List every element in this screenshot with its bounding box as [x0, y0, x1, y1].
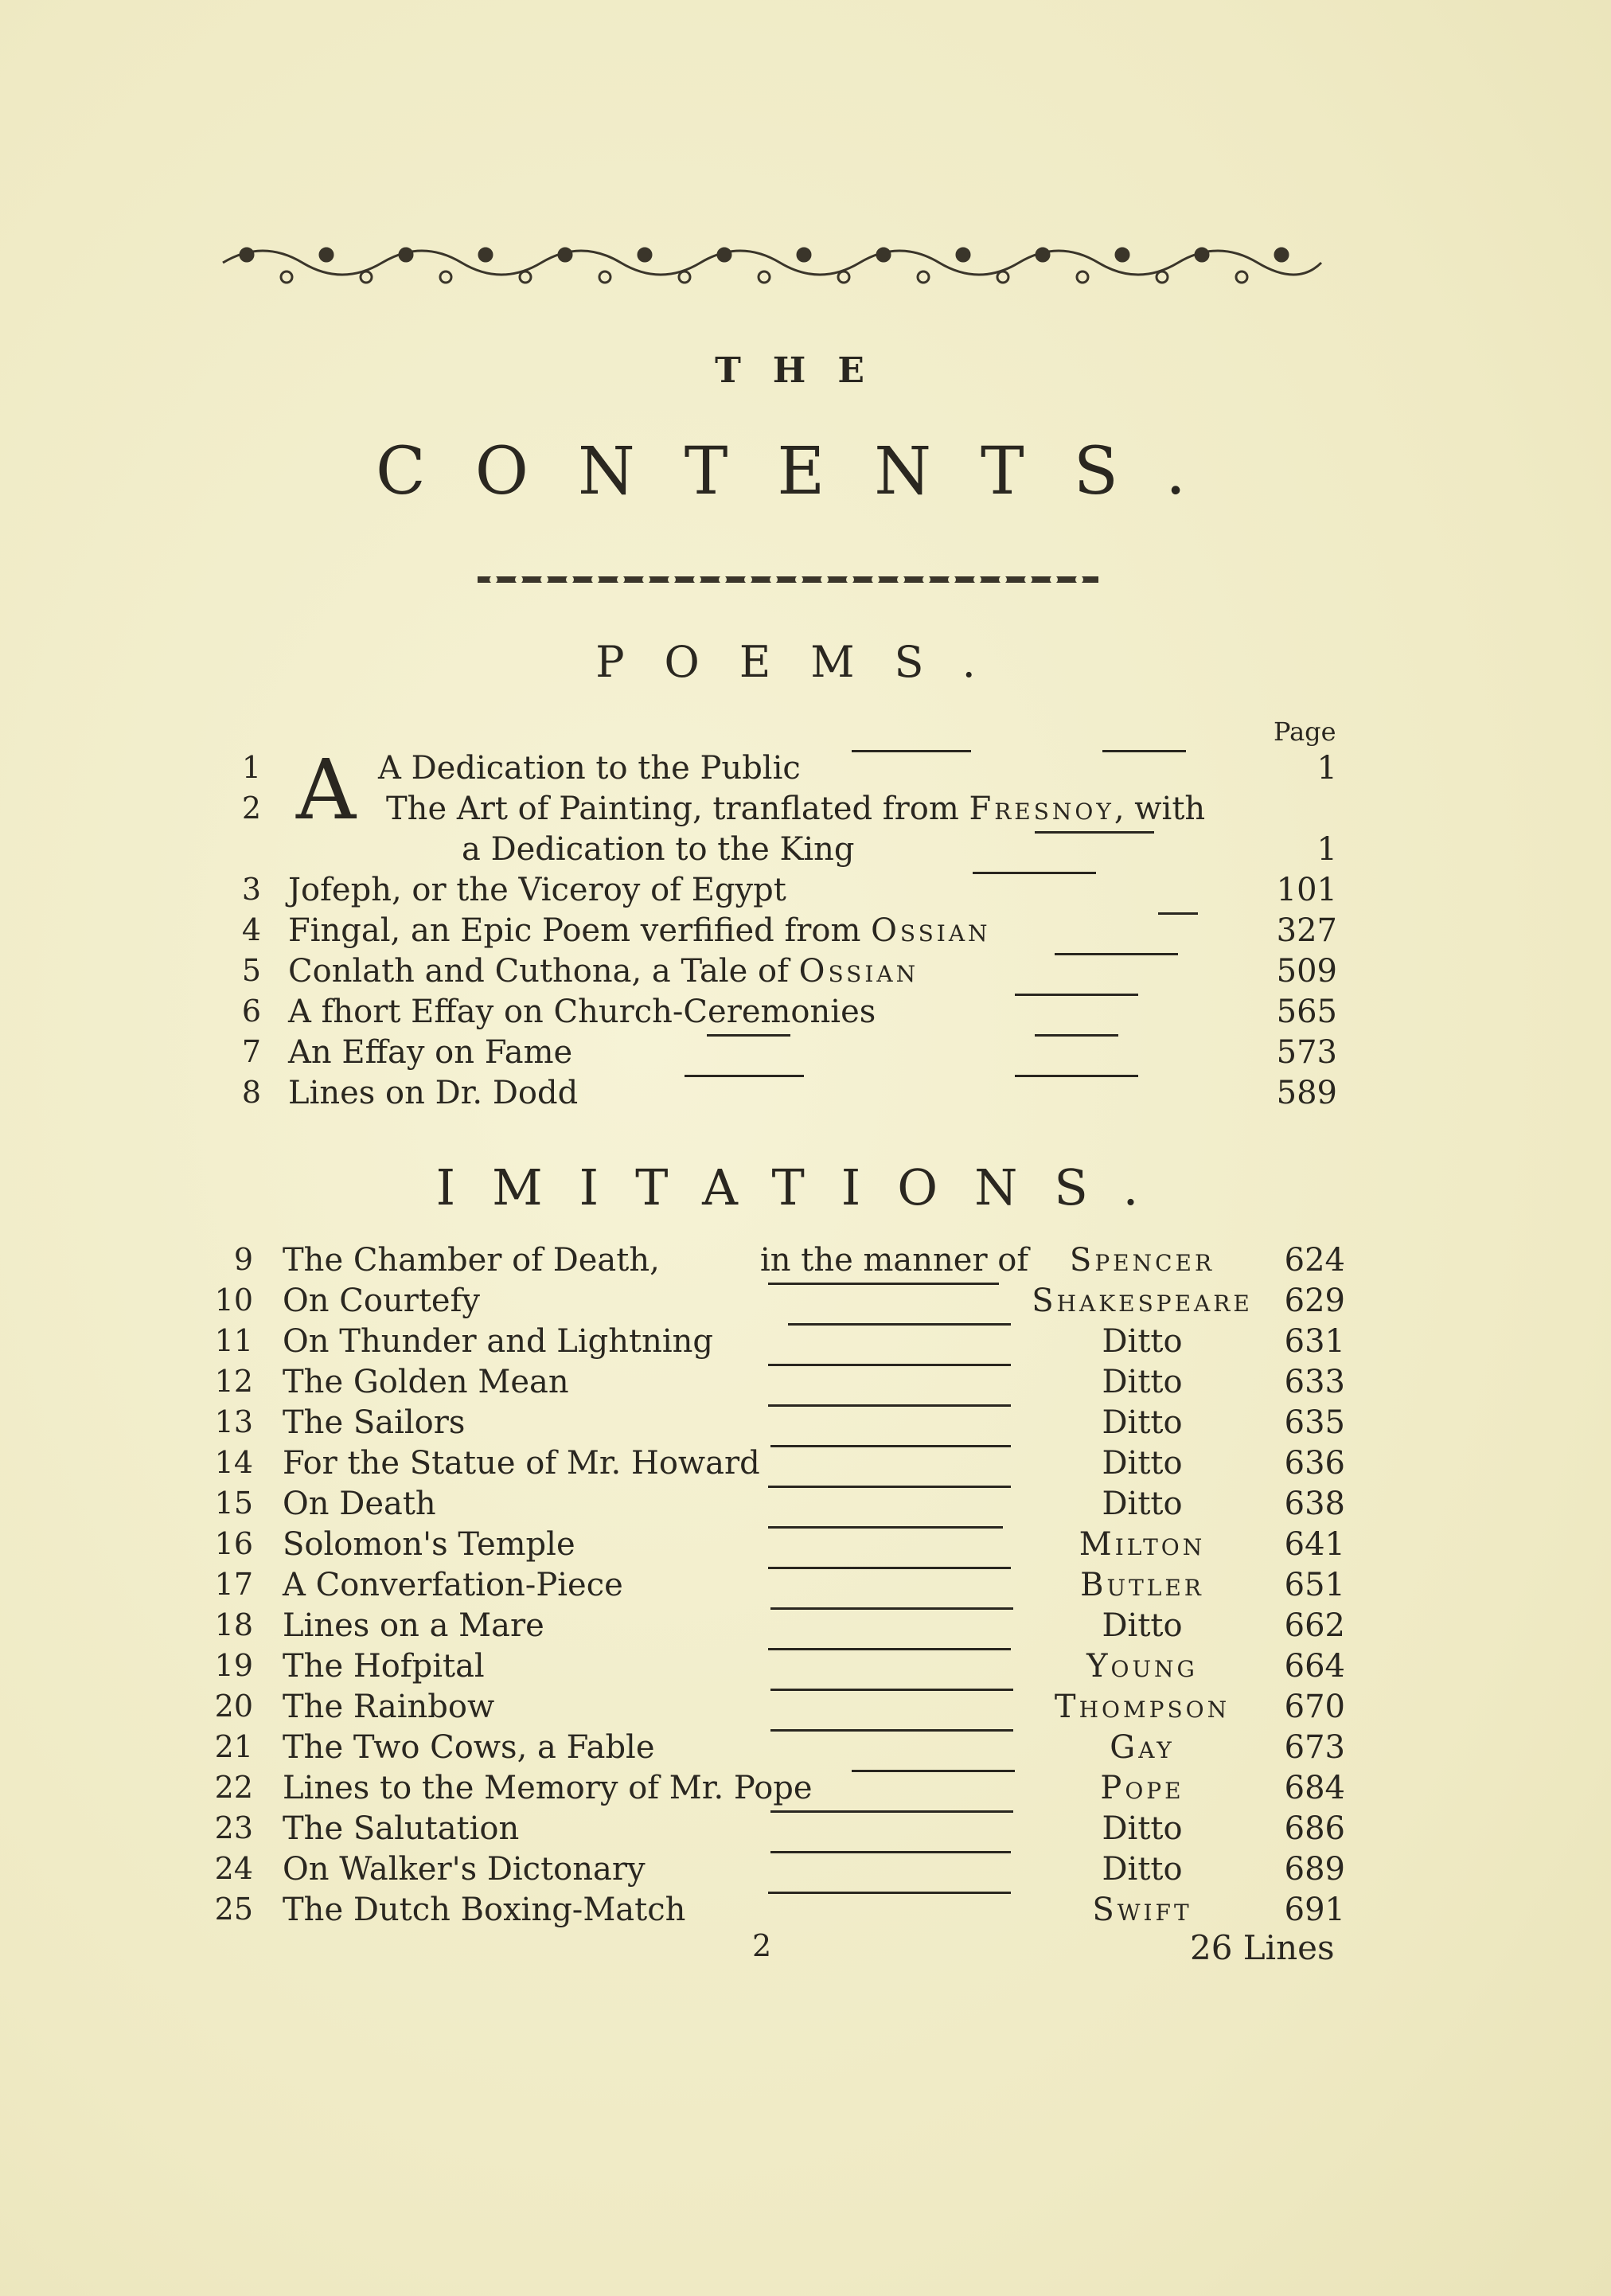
item-author: Ditto	[1102, 1486, 1183, 1522]
item-title: The Salutation	[283, 1810, 520, 1847]
leader-rule	[1158, 912, 1198, 915]
item-number: 20	[214, 1689, 253, 1724]
list-item	[0, 912, 1611, 952]
page-column-label: Page	[1274, 717, 1336, 747]
item-title: An Effay on Fame	[288, 1034, 573, 1071]
list-item	[0, 1034, 1611, 1074]
item-title: The Two Cows, a Fable	[283, 1729, 655, 1766]
leader-rule	[770, 1607, 1013, 1610]
item-title: The Chamber of Death,	[283, 1242, 660, 1279]
item-page: 641	[1284, 1526, 1345, 1563]
leader-rule	[1035, 831, 1154, 834]
item-number: 22	[214, 1770, 253, 1805]
item-number: 25	[214, 1892, 253, 1927]
item-title: The Golden Mean	[283, 1364, 569, 1400]
leader-rule	[1015, 1075, 1138, 1077]
item-page: 673	[1284, 1729, 1345, 1766]
page-title: CONTENTS.	[375, 434, 1236, 510]
leader-rule	[852, 1770, 1015, 1772]
table-row	[0, 1567, 1611, 1607]
item-number: 14	[214, 1445, 253, 1480]
item-number: 6	[241, 994, 261, 1029]
table-row	[0, 1607, 1611, 1647]
item-title: Jofeph, or the Viceroy of Egypt	[288, 872, 786, 908]
item-title: Conlath and Cuthona, a Tale of Ossian	[288, 953, 919, 990]
item-page: 631	[1284, 1323, 1345, 1360]
list-item	[0, 953, 1611, 993]
item-author: Young	[1086, 1648, 1198, 1685]
item-page: 327	[1276, 912, 1337, 949]
list-item	[0, 791, 1611, 830]
item-author: Ditto	[1102, 1364, 1183, 1400]
item-title: The Dutch Boxing-Match	[283, 1892, 686, 1928]
item-page: 629	[1284, 1283, 1345, 1319]
leader-rule	[1102, 750, 1186, 752]
leader-rule	[768, 1648, 1011, 1650]
item-author: Shakespeare	[1032, 1283, 1253, 1319]
item-title: A fhort Effay on Church-Ceremonies	[288, 994, 876, 1030]
item-author: Ditto	[1102, 1810, 1183, 1847]
item-author: Ditto	[1102, 1323, 1183, 1360]
item-number: 8	[241, 1075, 261, 1110]
ornament-band-top	[215, 231, 1329, 295]
table-row	[0, 1526, 1611, 1566]
item-author: Ditto	[1102, 1404, 1183, 1441]
item-author: Ditto	[1102, 1851, 1183, 1888]
item-author: Thompson	[1054, 1689, 1231, 1725]
section-heading-poems: POEMS.	[595, 637, 1016, 687]
item-number: 10	[214, 1283, 253, 1318]
leader-rule	[852, 750, 971, 752]
item-title: On Death	[283, 1486, 436, 1522]
item-page: 636	[1284, 1445, 1345, 1482]
leader-rule	[973, 872, 1096, 874]
item-author: Ditto	[1102, 1607, 1183, 1644]
item-author: Ditto	[1102, 1445, 1183, 1482]
table-row	[0, 1648, 1611, 1688]
table-row	[0, 1892, 1611, 1931]
item-number: 12	[214, 1364, 253, 1399]
heading-the: THE	[715, 350, 896, 391]
leader-rule	[768, 1404, 1011, 1407]
item-number: 9	[233, 1242, 253, 1277]
item-author: Spencer	[1069, 1242, 1215, 1279]
item-page: 509	[1276, 953, 1337, 990]
item-number: 15	[214, 1486, 253, 1521]
item-page: 664	[1284, 1648, 1345, 1685]
leader-rule	[768, 1364, 1011, 1366]
item-page: 635	[1284, 1404, 1345, 1441]
item-number: 24	[214, 1851, 253, 1886]
item-number: 19	[214, 1648, 253, 1683]
item-page: 633	[1284, 1364, 1345, 1400]
item-number: 16	[214, 1526, 253, 1561]
item-title: On Thunder and Lightning	[283, 1323, 713, 1360]
item-number: 5	[241, 953, 261, 988]
leader-rule	[768, 1486, 1011, 1488]
item-title: The Hofpital	[283, 1648, 485, 1685]
leader-rule	[1035, 1034, 1118, 1037]
item-number: 4	[241, 912, 261, 947]
leader-rule	[770, 1689, 1013, 1691]
item-number: 21	[214, 1729, 253, 1764]
item-page: 624	[1284, 1242, 1345, 1279]
item-page: 689	[1284, 1851, 1345, 1888]
table-row	[0, 1242, 1611, 1282]
item-author: Swift	[1092, 1892, 1192, 1928]
table-row	[0, 1770, 1611, 1810]
item-page: 565	[1276, 994, 1337, 1030]
table-row	[0, 1729, 1611, 1769]
table-row	[0, 1364, 1611, 1404]
ornament-rule	[478, 565, 1098, 594]
item-number: 18	[214, 1607, 253, 1642]
item-page: 1	[1316, 750, 1337, 787]
item-page: 573	[1276, 1034, 1337, 1071]
leader-rule	[770, 1445, 1011, 1447]
item-page: 1	[1316, 831, 1337, 868]
table-row	[0, 1404, 1611, 1444]
leader-rule	[768, 1567, 1011, 1569]
item-title: A Converfation-Piece	[283, 1567, 623, 1603]
item-author: Gay	[1110, 1729, 1175, 1766]
item-title: The Rainbow	[283, 1689, 495, 1725]
table-row	[0, 1810, 1611, 1850]
item-page: 686	[1284, 1810, 1345, 1847]
list-item	[0, 994, 1611, 1033]
leader-rule	[707, 1034, 790, 1037]
item-page: 638	[1284, 1486, 1345, 1522]
item-title: Lines on Dr. Dodd	[288, 1075, 579, 1111]
item-title: The Art of Painting, tranflated from Fresnoy, with	[386, 791, 1206, 827]
leader-rule	[788, 1323, 1011, 1326]
list-item	[0, 1075, 1611, 1115]
item-title-line2: a Dedication to the King	[462, 831, 855, 868]
leader-rule	[770, 1851, 1011, 1853]
item-title: A Dedication to the Public	[378, 750, 801, 787]
leader-rule	[768, 1892, 1011, 1894]
item-title: The Sailors	[283, 1404, 466, 1441]
catchword: 26 Lines	[1190, 1928, 1335, 1967]
drop-cap: A	[296, 741, 357, 838]
item-number: 1	[241, 750, 261, 785]
leader-rule	[768, 1526, 1003, 1529]
item-number: 11	[214, 1323, 253, 1358]
item-number: 23	[214, 1810, 253, 1845]
table-row	[0, 1323, 1611, 1363]
item-page: 691	[1284, 1892, 1345, 1928]
item-page: 662	[1284, 1607, 1345, 1644]
item-title: Solomon's Temple	[283, 1526, 575, 1563]
table-row	[0, 1689, 1611, 1728]
leader-rule	[1055, 953, 1178, 955]
item-title: Lines to the Memory of Mr. Pope	[283, 1770, 813, 1806]
list-item-continuation	[0, 831, 1611, 871]
item-number: 7	[241, 1034, 261, 1069]
item-author: Pope	[1100, 1770, 1184, 1806]
list-item	[0, 750, 1611, 790]
item-title: For the Statue of Mr. Howard	[283, 1445, 760, 1482]
item-author: Butler	[1080, 1567, 1204, 1603]
leader-rule	[770, 1810, 1013, 1813]
item-page: 684	[1284, 1770, 1345, 1806]
item-title: On Courtefy	[283, 1283, 480, 1319]
leader-rule	[770, 1729, 1013, 1732]
item-page: 670	[1284, 1689, 1345, 1725]
item-number: 3	[241, 872, 261, 907]
item-page: 589	[1276, 1075, 1337, 1111]
table-row	[0, 1283, 1611, 1322]
leader-rule	[1015, 994, 1138, 996]
item-author: Milton	[1079, 1526, 1206, 1563]
signature-mark: 2	[752, 1928, 772, 1963]
leader-rule	[768, 1283, 999, 1285]
manner-label: in the manner of	[760, 1242, 1029, 1279]
table-row	[0, 1851, 1611, 1891]
item-number: 2	[241, 791, 261, 826]
item-page: 101	[1276, 872, 1337, 908]
item-number: 13	[214, 1404, 253, 1439]
table-row	[0, 1486, 1611, 1525]
item-page: 651	[1284, 1567, 1345, 1603]
item-number: 17	[214, 1567, 253, 1602]
item-title: On Walker's Dictonary	[283, 1851, 646, 1888]
item-title: Lines on a Mare	[283, 1607, 544, 1644]
list-item	[0, 872, 1611, 912]
table-row	[0, 1445, 1611, 1485]
item-title: Fingal, an Epic Poem verfified from Ossian	[288, 912, 991, 949]
leader-rule	[685, 1075, 804, 1077]
section-heading-imitations: IMITATIONS.	[435, 1158, 1176, 1216]
